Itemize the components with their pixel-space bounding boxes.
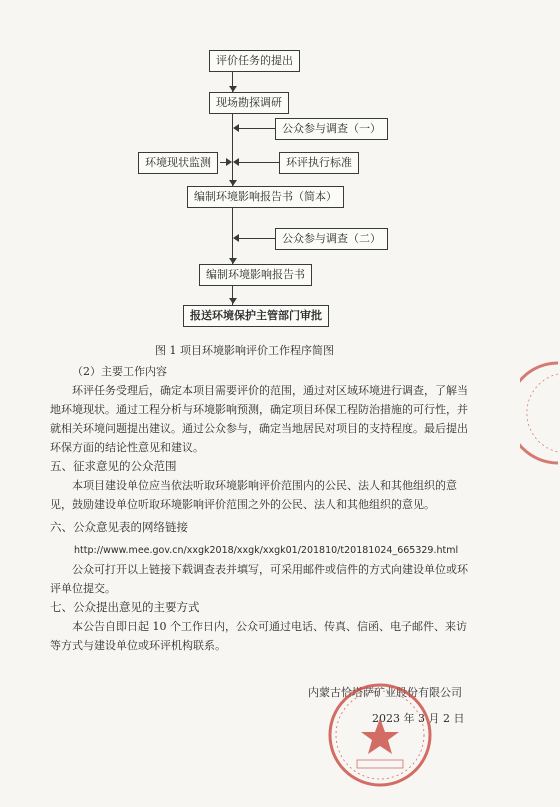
arrow-left-icon — [233, 234, 239, 242]
connector-line — [239, 238, 275, 239]
side-seal-icon — [520, 358, 560, 468]
section-2-body: 环评任务受理后，确定本项目需要评价的范围，通过对区域环境进行调查，了解当地环境现状。通过工程分析与环境影响预测，确定项目环保工程防治措施的可行性，并就相关环境问题提出建议。通过公众参与，确定当地居民对项目的支持程度。最后提出环保方面的结论性意见和建议。 — [50, 384, 468, 454]
signature-company: 内蒙古恰塔萨矿业股份有限公司 — [308, 686, 462, 699]
section-5-body: 本项目建设单位应当依法听取环境影响评价范围内的公民、法人和其他组织的意见，鼓励建设单位听取环境影响评价范围之外的公民、法人和其他组织的意见。 — [50, 479, 457, 511]
signature-date: 2023 年 3 月 2 日 — [372, 712, 465, 725]
section-6-body: 公众可打开以上链接下载调查表并填写，可采用邮件或信件的方式向建设单位或环评单位提交。 — [50, 563, 468, 595]
arrow-left-icon — [233, 158, 239, 166]
flow-box-survey: 现场勘探调研 — [209, 92, 289, 114]
flow-box-draft-report: 编制环境影响报告书（简本） — [187, 186, 344, 208]
flow-box-approval: 报送环境保护主管部门审批 — [183, 305, 329, 327]
company-seal-icon — [325, 680, 435, 790]
arrow-down-icon — [229, 298, 237, 304]
flow-box-public-2: 公众参与调查（二） — [275, 228, 388, 250]
flow-box-report: 编制环境影响报告书 — [199, 264, 312, 286]
flow-box-task: 评价任务的提出 — [209, 50, 300, 72]
section-7-body: 本公告自即日起 10 个工作日内，公众可通过电话、传真、信函、电子邮件、来访等方式与建设单位或环评机构联系。 — [50, 620, 467, 652]
section-2-title: （2）主要工作内容 — [72, 365, 167, 378]
section-7-title: 七、公众提出意见的主要方式 — [50, 600, 200, 614]
flow-box-standards: 环评执行标准 — [279, 152, 359, 174]
arrow-right-icon — [226, 158, 232, 166]
figure-caption: 图 1 项目环境影响评价工作程序简图 — [155, 344, 334, 357]
section-5-title: 五、征求意见的公众范围 — [50, 459, 177, 473]
flow-box-monitoring: 环境现状监测 — [138, 152, 218, 174]
section-6-link[interactable]: http://www.mee.gov.cn/xxgk2018/xxgk/xxgk01/201810/t20181024_665329.html — [74, 545, 459, 556]
section-6-title: 六、公众意见表的网络链接 — [50, 520, 188, 534]
arrow-left-icon — [233, 124, 239, 132]
connector-line — [239, 162, 279, 163]
connector-line — [239, 128, 275, 129]
document-body — [50, 362, 470, 655]
flow-box-public-1: 公众参与调查（一） — [275, 118, 388, 140]
